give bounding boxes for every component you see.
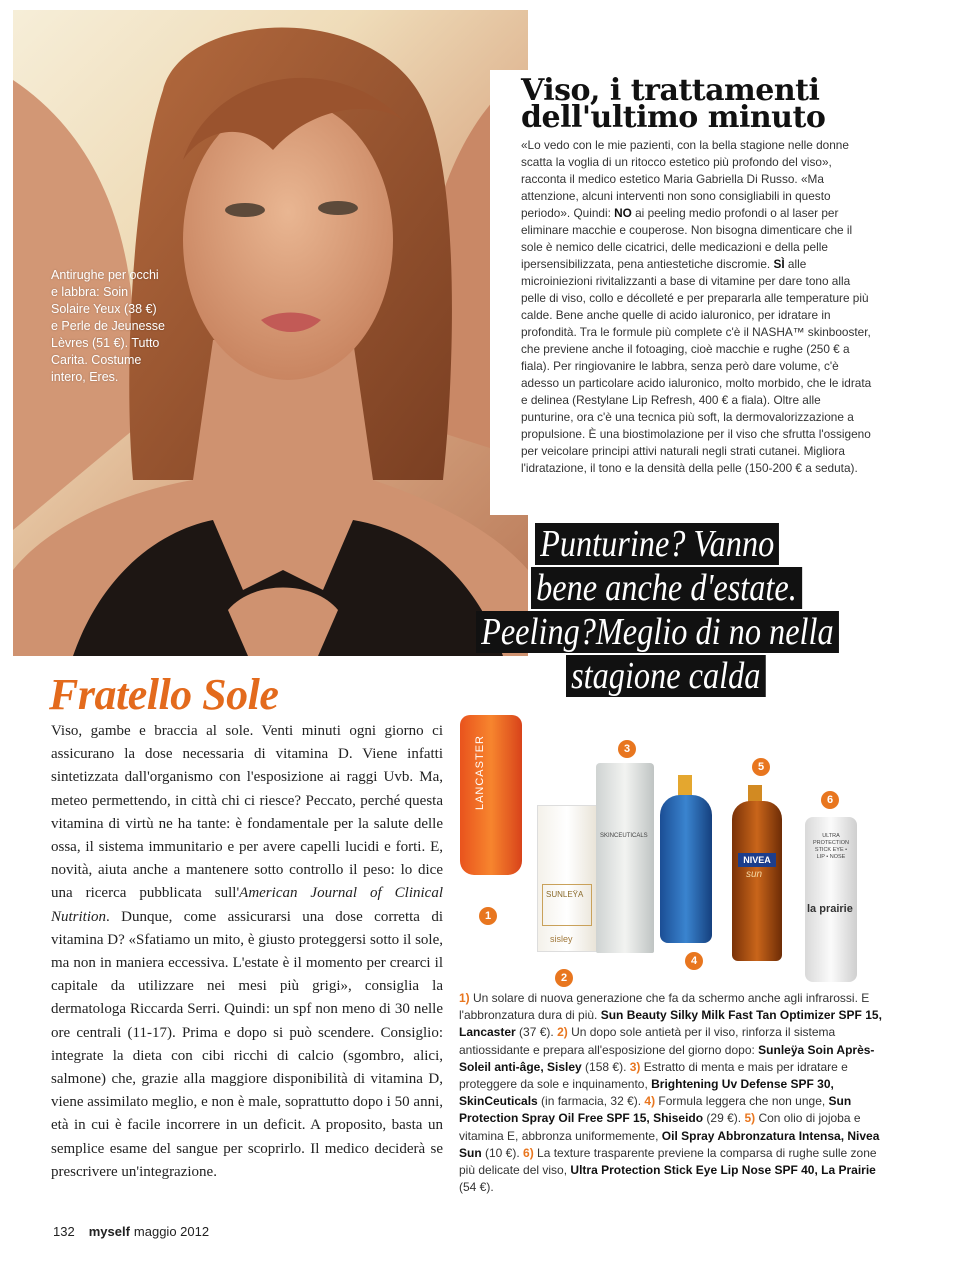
product-desc-2: 2) Un dopo sole antietà per il viso, rinforza il sistema antiossidante e prepara all'esposizione del giorno dopo: Sunleÿa Soin Après-Soleil anti-âge, Sisley (158 €). <box>459 1025 875 1074</box>
product-desc-1: 1) Un solare di nuova generazione che fa da schermo anche agli infrarossi. E l'abbronzatura dura di più. Sun Beauty Silky Milk Fast Tan Optimizer SPF 15, Lancaster (37 €). <box>459 991 882 1040</box>
product-number-2: 2 <box>555 969 573 987</box>
product-desc-4: 4) Formula leggera che non unge, Sun Protection Spray Oil Free SPF 15, Shiseido (29 €). <box>459 1094 852 1126</box>
skinceuticals-label: SKINCEUTICALS <box>600 833 648 839</box>
prairie-logo: la prairie <box>807 903 853 915</box>
product-number-5: 5 <box>752 758 770 776</box>
article-p1: «Lo vedo con le mie pazienti, con la bella stagione nelle donne scatta la voglia di un ritocco estetico più profondo del viso», racconta il medico estetico Maria Gabriella Di Russo. «Ma attenzione, alcuni interventi non sono consigliabili in questo periodo». Quindi: <box>521 138 849 220</box>
shiseido-nozzle <box>678 775 692 797</box>
section-body <box>51 720 443 1184</box>
nivea-sun: sun <box>746 869 763 880</box>
section-text-1: Viso, gambe e braccia al sole. Venti minuti ogni giorno ci assicurano la dose necessaria di vitamina D. Viene infatti sintetizzata dall'organismo con l'esposizione ai raggi Uvb. Ma, meteo permettendo, in città chi ci riesce? Peccato, perché questa vitamina di virtù ne ha tante: è fondamentale per la salute delle ossa, il sistema immunitario e per avere capelli lucidi e forti. E, novità, aiuta anche a mantenere sotto controllo il peso: lo dice una ricerca pubblicata sull' <box>51 723 443 902</box>
product-shiseido <box>660 795 712 943</box>
product-number-4: 4 <box>685 952 703 970</box>
products-photo <box>455 705 885 985</box>
journal-name: American Journal of Clinical Nutrition <box>51 885 443 925</box>
article-no: NO <box>614 206 632 220</box>
product-laprairie <box>805 817 857 982</box>
page-number: 132 <box>53 1224 75 1239</box>
product-number-3: 3 <box>618 740 636 758</box>
sisley-name: SUNLEŸA <box>546 890 584 899</box>
product-desc-5: 5) Con olio di jojoba e vitamina E, abbronza uniformemente, Oil Spray Abbronzatura Intensa, Nivea Sun (10 €). <box>459 1111 880 1160</box>
product-skinceuticals <box>596 763 654 953</box>
photo-caption: Antirughe per occhi e labbra: Soin Solaire Yeux (38 €) e Perle de Jeunesse Lèvres (51 €). Tutto Carita. Costume intero, Eres. <box>51 268 165 384</box>
products-description <box>459 990 887 1196</box>
prairie-desc: ULTRA PROTECTION STICK EYE • LIP • NOSE <box>812 833 850 860</box>
issue-date: maggio 2012 <box>133 1224 210 1239</box>
nivea-logo: NIVEA <box>738 853 776 867</box>
section-title: Fratello Sole <box>49 670 279 719</box>
product-number-6: 6 <box>821 791 839 809</box>
article-title-line1: Viso, i trattamenti <box>521 73 820 108</box>
quote-line3: Peeling?Meglio di no nella <box>476 611 839 653</box>
page-footer <box>53 1224 209 1239</box>
article-body <box>521 137 873 477</box>
magazine-name: myself <box>88 1224 130 1239</box>
article-p3: alle microiniezioni rivitalizzanti a base di vitamine per dare tono alla pelle di viso, collo e décolleté e per prepararla alle temperature più calde. Bene anche quelle di acido ialuronico, per idratare in profondità. Tra le formule più complete c'è il NASHA™ skinbooster, che previene anche il fotoaging, cioè macchie e rughe (250 € a fiala). Per ringiovanire le labbra, senza però dare volume, c'è adesso un particolare acido ialuronico, molto morbido, che le idrata e delinea (Restylane Lip Refresh, 400 € a fiala). Oltre alle punturine, ora c'è una tecnica più soft, la dermovalorizzazione a propulsione. È una biostimolazione per il viso che sfrutta l'ossigeno per veicolare principi attivi naturali negli strati cutanei. Migliora l'idratazione, il tono e la densità della pelle (150-200 € a seduta). <box>521 257 872 475</box>
product-number-1: 1 <box>479 907 497 925</box>
article-title-line2: dell'ultimo minuto <box>521 100 826 135</box>
product-desc-3: 3) Estratto di menta e mais per idratare e proteggere da sole e inquinamento, Brightening Uv Defense SPF 30, SkinCeuticals (in farmacia, 32 €). <box>459 1059 848 1109</box>
lancaster-label: LANCASTER <box>474 735 486 811</box>
quote-line2: bene anche d'estate. <box>531 567 802 609</box>
quote-line4: stagione calda <box>566 655 765 697</box>
product-nivea <box>732 801 782 961</box>
product-lancaster <box>460 715 522 875</box>
article-si: SÌ <box>773 257 785 271</box>
product-desc-6: 6) La texture trasparente previene la comparsa di rughe sulle zone più delicate del viso, Ultra Protection Stick Eye Lip Nose SPF 40, La Prairie (54 €). <box>459 1145 877 1195</box>
quote-line1: Punturine? Vanno <box>535 523 779 565</box>
article-title <box>521 73 881 135</box>
product-sisley <box>537 805 597 952</box>
sisley-brand: sisley <box>550 934 573 944</box>
section-text-2: . Dunque, come assicurarsi una dose corretta di vitamina D? «Sfatiamo un mito, è giusto proteggersi sotto il sole, ma non in maniera eccessiva. L'estate è il momento per crearci il capitale da utilizzare nei mesi più grigi», consiglia la dermatologa Riccarda Serri. Quindi: un spf non meno di 30 nelle ore centrali (11-17). Prima e dopo si può scendere. Consiglio: integrate la dieta con cibi ricchi di calcio (sgombro, alici, salmone) che, grazie alla maggiore disponibilità di vitamina D, viene assimilato meglio, e non è male, soprattutto dopo i 50 anni, età in cui è facile incorrere in un deficit. A proposito, basta un semplice esame del sangue per scoprirlo. Il medico deciderà se prescrivere un'integrazione. <box>51 908 443 1180</box>
article-p2: ai peeling medio profondi o al laser per eliminare macchie e couperose. Non bisogna dimenticare che il sole è nemico delle cicatrici, delle medicazioni e della pelle ipersensibilizzata, pena antiestetiche discromie. <box>521 206 853 271</box>
